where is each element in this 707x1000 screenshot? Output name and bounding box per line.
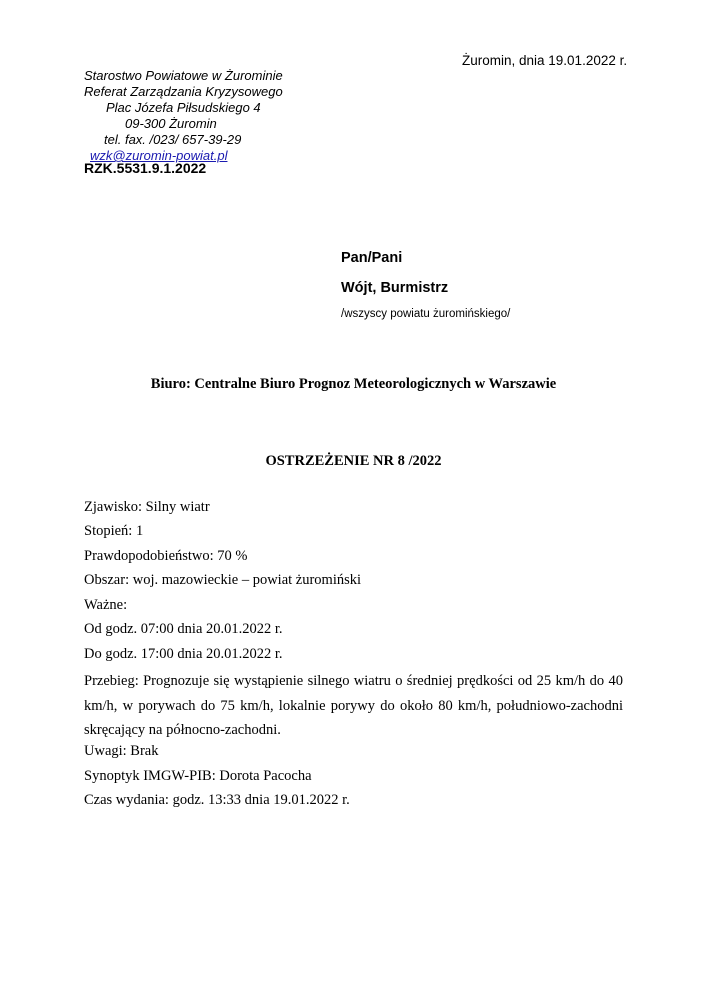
sender-department: Referat Zarządzania Kryzysowego	[84, 84, 283, 99]
document-date: Żuromin, dnia 19.01.2022 r.	[462, 53, 628, 68]
degree: Stopień: 1	[84, 523, 144, 539]
warning-title: OSTRZEŻENIE NR 8 /2022	[265, 453, 442, 469]
valid-from: Od godz. 07:00 dnia 20.01.2022 r.	[84, 621, 283, 637]
forecast-description: Przebieg: Prognozuje się wystąpienie silnego wiatru o średniej prędkości od 25 km/h do 40 km/h, w porywach do 75 km/h, lokalnie porywy do około 80 km/h, południowo-zachodni skręcający na północno-zachodni.	[84, 673, 623, 738]
valid-label: Ważne:	[84, 597, 128, 613]
phenomenon: Zjawisko: Silny wiatr	[84, 499, 210, 515]
issue-time: Czas wydania: godz. 13:33 dnia 19.01.2022 r.	[84, 792, 350, 808]
addressee-title: Wójt, Burmistrz	[341, 280, 449, 296]
remarks: Uwagi: Brak	[84, 743, 159, 759]
issuing-office: Biuro: Centralne Biuro Prognoz Meteorologicznych w Warszawie	[150, 376, 557, 392]
area: Obszar: woj. mazowieckie – powiat żuromiński	[84, 572, 362, 588]
sender-postal: 09-300 Żuromin	[125, 116, 217, 131]
forecaster: Synoptyk IMGW-PIB: Dorota Pacocha	[84, 768, 312, 784]
sender-street: Plac Józefa Piłsudskiego 4	[106, 100, 261, 115]
sender-email-link[interactable]: wzk@zuromin-powiat.pl	[90, 148, 228, 163]
probability: Prawdopodobieństwo: 70 %	[84, 548, 248, 564]
sender-office: Starostwo Powiatowe w Żurominie	[84, 68, 283, 83]
addressee-scope: /wszyscy powiatu żuromińskiego/	[341, 308, 511, 320]
addressee-salutation: Pan/Pani	[341, 250, 403, 266]
reference-number: RZK.5531.9.1.2022	[84, 160, 207, 176]
valid-to: Do godz. 17:00 dnia 20.01.2022 r.	[84, 646, 283, 662]
sender-phone: tel. fax. /023/ 657-39-29	[104, 132, 242, 147]
